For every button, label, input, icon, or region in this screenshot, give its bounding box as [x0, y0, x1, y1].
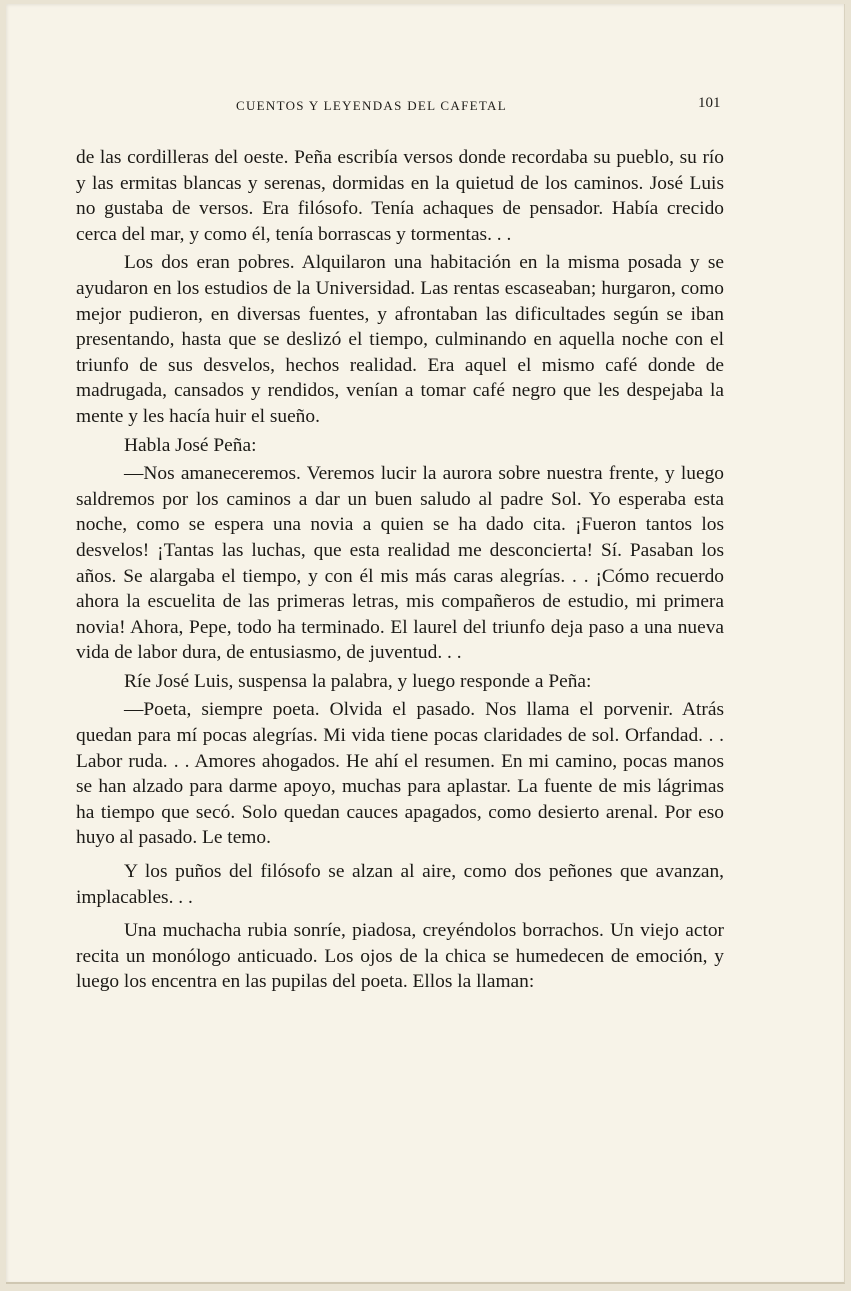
page-header — [0, 95, 851, 119]
running-title: CUENTOS Y LEYENDAS DEL CAFETAL — [236, 98, 507, 113]
paragraph-dialogue: —Nos amaneceremos. Veremos lucir la aurora sobre nuestra frente, y luego saldremos por los caminos a dar un buen saludo al padre Sol. Yo esperaba esta noche, como se espera una novia a quien se ha dado cita. ¡Fueron tantos los desvelos! ¡Tantas las luchas, que esta realidad me desconcierta! Sí. Pasaban los años. Se alargaba el tiempo, y con él mis más caras alegrías. . . ¡Cómo recuerdo ahora la escuelita de las primeras letras, mis compañeros de estudio, mi primera novia! Ahora, Pepe, todo ha terminado. El laurel del triunfo deja paso a una nueva vida de labor dura, de entusiasmo, de juventud. . . — [76, 463, 724, 664]
body-text — [76, 145, 724, 998]
paragraph: Una muchacha rubia sonríe, piadosa, creyéndolos borrachos. Un viejo actor recita un monólogo anticuado. Los ojos de la chica se humedecen de emoción, y luego los encentra en las pupilas del poeta. Ellos la llaman: — [76, 920, 724, 993]
paragraph: Ríe José Luis, suspensa la palabra, y luego responde a Peña: — [124, 670, 592, 692]
paragraph-continuation: de las cordilleras del oeste. Peña escribía versos donde recordaba su pueblo, su río y las ermitas blancas y serenas, dormidas en la quietud de los caminos. José Luis no gustaba de versos. Era filósofo. Tenía achaques de pensador. Había crecido cerca del mar, y como él, tenía borrascas y tormentas. . . — [76, 147, 724, 245]
page-number: 101 — [698, 95, 721, 111]
paragraph: Y los puños del filósofo se alzan al aire, como dos peñones que avanzan, implacables. . . — [76, 861, 724, 908]
paragraph-dialogue: —Poeta, siempre poeta. Olvida el pasado. Nos llama el porvenir. Atrás quedan para mí pocas alegrías. Mi vida tiene pocas claridades de sol. Orfandad. . . Labor ruda. . . Amores ahogados. He ahí el resumen. En mi camino, pocas manos se han alzado para darme apoyo, muchas para aplastar. La fuente de mis lágrimas ha tiempo que secó. Solo quedan cauces apagados, como desierto arenal. Por eso huyo al pasado. Le temo. — [76, 699, 724, 849]
paragraph-speaker-intro: Habla José Peña: — [124, 434, 257, 456]
paragraph: Los dos eran pobres. Alquilaron una habitación en la misma posada y se ayudaron en los estudios de la Universidad. Las rentas escaseaban; hurgaron, como mejor pudieron, en diversas fuentes, y afrontaban las dificultades según se iban presentando, hasta que se deslizó el tiempo, culminando en aquella noche con el triunfo de sus desvelos, hechos realidad. Era aquel el mismo café donde de madrugada, cansados y rendidos, venían a tomar café negro que les despejaba la mente y les hacía huir el sueño. — [76, 252, 724, 427]
